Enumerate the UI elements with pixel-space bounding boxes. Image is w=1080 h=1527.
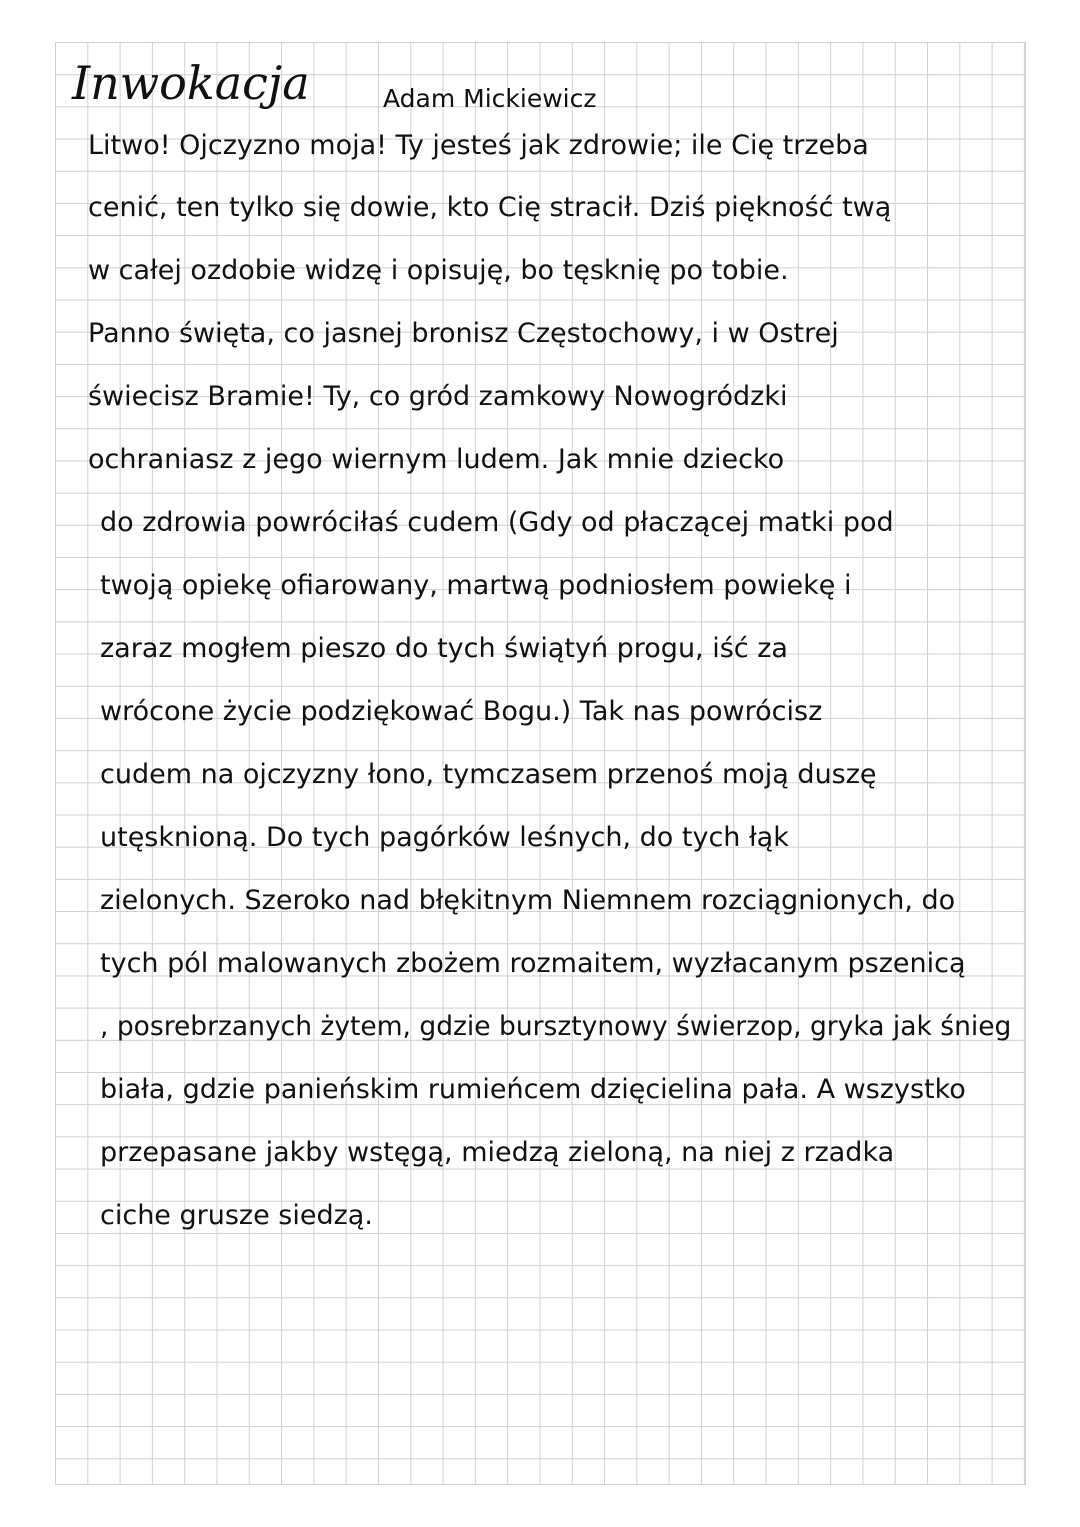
text-line-7: do zdrowia powróciłaś cudem (Gdy od płaczącej matki pod [100,507,894,538]
poem-author: Adam Mickiewicz [383,84,597,113]
text-line-10: wrócone życie podziękować Bogu.) Tak nas powrócisz [100,696,823,727]
text-line-16: biała, gdzie panieńskim rumieńcem dzięcielina pała. A wszystko [100,1074,966,1105]
text-line-18: ciche grusze siedzą. [100,1200,373,1231]
text-line-11: cudem na ojczyzny łono, tymczasem przenoś moją duszę [100,759,877,790]
text-line-12: utęsknioną. Do tych pagórków leśnych, do tych łąk [100,822,789,853]
text-line-2: cenić, ten tylko się dowie, kto Cię stracił. Dziś piękność twą [88,192,892,223]
text-line-4: Panno święta, co jasnej bronisz Częstochowy, i w Ostrej [88,318,839,349]
text-line-14: tych pól malowanych zbożem rozmaitem, wyzłacanym pszenicą [100,948,966,979]
text-line-13: zielonych. Szeroko nad błękitnym Niemnem rozciągnionych, do [100,885,956,916]
text-line-3: w całej ozdobie widzę i opisuję, bo tęsknię po tobie. [88,255,789,286]
text-line-15: , posrebrzanych żytem, gdzie bursztynowy świerzop, gryka jak śnieg [100,1011,1012,1042]
text-line-6: ochraniasz z jego wiernym ludem. Jak mnie dziecko [88,444,785,475]
text-line-5: świecisz Bramie! Ty, co gród zamkowy Nowogródzki [88,381,788,412]
text-line-1: Litwo! Ojczyzno moja! Ty jesteś jak zdrowie; ile Cię trzeba [88,130,869,161]
text-line-9: zaraz mogłem pieszo do tych świątyń progu, iść za [100,633,788,664]
text-line-17: przepasane jakby wstęgą, miedzą zieloną, na niej z rzadka [100,1137,895,1168]
poem-title: Inwokacja [72,56,310,110]
text-line-8: twoją opiekę ofiarowany, martwą podniosłem powiekę i [100,570,852,601]
